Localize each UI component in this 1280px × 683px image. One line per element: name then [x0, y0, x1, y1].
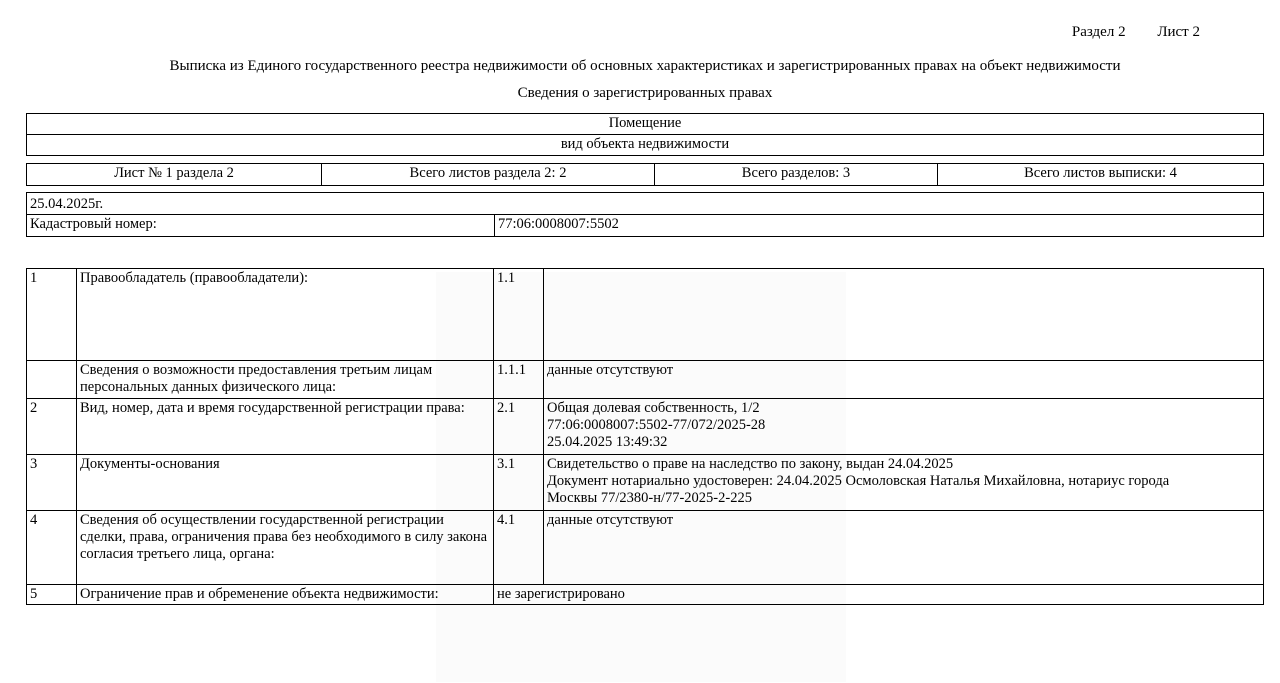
- row-number: 5: [27, 585, 77, 605]
- page-header: [1044, 24, 1200, 41]
- row-value: не зарегистрировано: [494, 585, 1264, 605]
- row-label: Документы-основания: [77, 455, 494, 511]
- document-basis: Свидетельство о праве на наследство по закону, выдан 24.04.2025: [547, 456, 954, 472]
- extract-date: 25.04.2025г.: [30, 196, 104, 212]
- notary-info-cont: Москвы 77/2380-н/77-2025-2-225: [547, 490, 752, 506]
- cadastral-number: 77:06:0008007:5502: [498, 216, 619, 232]
- table-row: [27, 511, 1264, 585]
- right-type: Общая долевая собственность, 1/2: [547, 400, 760, 416]
- document-title: Выписка из Единого государственного реестра недвижимости об основных характеристиках и зарегистрированных правах на объект недвижимости: [169, 58, 1121, 74]
- table-row: [27, 361, 1264, 399]
- row-number: [27, 361, 77, 399]
- object-box: [26, 113, 1264, 156]
- row-subnumber: 4.1: [494, 511, 544, 585]
- row-number: 2: [27, 399, 77, 455]
- row-label: Вид, номер, дата и время государственной регистрации права:: [77, 399, 494, 455]
- section-sheets-count: Всего листов раздела 2: 2: [322, 164, 655, 185]
- document-subtitle: Сведения о зарегистрированных правах: [517, 85, 773, 101]
- row-subnumber: 1.1.1: [494, 361, 544, 399]
- row-number: 1: [27, 269, 77, 361]
- sheet-info-box: [26, 163, 1264, 186]
- cadastral-label: Кадастровый номер:: [27, 215, 495, 236]
- row-value: [544, 399, 1264, 455]
- notary-info: Документ нотариально удостоверен: 24.04.2025 Осмоловская Наталья Михайловна, нотариус города: [547, 473, 1170, 489]
- table-row: [27, 585, 1264, 605]
- table-row: [27, 399, 1264, 455]
- sheet-label: Лист 2: [1157, 24, 1200, 40]
- row-number: 4: [27, 511, 77, 585]
- row-label: Правообладатель (правообладатели):: [77, 269, 494, 361]
- row-value: [544, 269, 1264, 361]
- sheet-number: Лист № 1 раздела 2: [27, 164, 322, 185]
- table-row: [27, 455, 1264, 511]
- sections-count: Всего разделов: 3: [655, 164, 938, 185]
- row-label: Сведения о возможности предоставления третьим лицам персональных данных физического лица:: [77, 361, 494, 399]
- table-row: [27, 269, 1264, 361]
- row-label: Ограничение прав и обременение объекта недвижимости:: [77, 585, 494, 605]
- date-cadastral-box: [26, 192, 1264, 237]
- section-label: Раздел 2: [1071, 24, 1126, 40]
- row-value: данные отсутствуют: [544, 511, 1264, 585]
- row-label: Сведения об осуществлении государственной регистрации сделки, права, ограничения права без необходимого в силу закона согласия третьего лица, органа:: [77, 511, 494, 585]
- total-sheets-count: Всего листов выписки: 4: [1024, 165, 1177, 181]
- row-subnumber: 1.1: [494, 269, 544, 361]
- rights-table: [26, 268, 1264, 605]
- object-name: Помещение: [608, 115, 682, 131]
- row-number: 3: [27, 455, 77, 511]
- registration-number: 77:06:0008007:5502-77/072/2025-28: [547, 417, 766, 433]
- row-value: данные отсутствуют: [544, 361, 1264, 399]
- row-subnumber: 2.1: [494, 399, 544, 455]
- object-kind: вид объекта недвижимости: [560, 136, 730, 152]
- row-value: [544, 455, 1264, 511]
- row-subnumber: 3.1: [494, 455, 544, 511]
- registration-datetime: 25.04.2025 13:49:32: [547, 434, 668, 450]
